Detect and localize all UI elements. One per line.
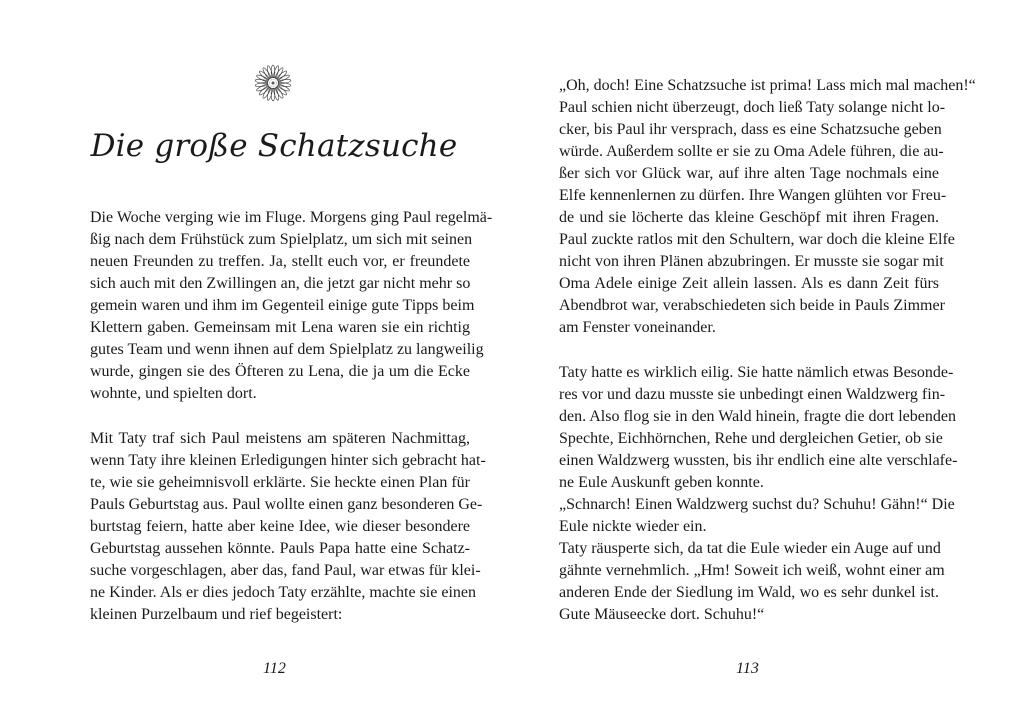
text-line: wurde, gingen sie des Öfteren zu Lena, die ja um die Ecke bbox=[90, 363, 470, 380]
flower-ornament-icon bbox=[253, 63, 293, 103]
text-line: suche vorgeschlagen, aber das, fand Paul, war etwas für klei- bbox=[90, 562, 481, 579]
text-line: Abendbrot war, verabschiedeten sich beide in Pauls Zimmer bbox=[559, 297, 945, 314]
page-number-left: 112 bbox=[263, 660, 286, 677]
text-line: sich auch mit den Zwillingen an, die jetzt gar nicht mehr so bbox=[90, 275, 471, 292]
text-line: „Oh, doch! Eine Schatzsuche ist prima! Lass mich mal machen!“ bbox=[559, 77, 976, 94]
text-line: Geburtstag aussehen könnte. Pauls Papa hatte eine Schatz- bbox=[90, 540, 470, 557]
text-line: den. Also flog sie in den Wald hinein, fragte die dort lebenden bbox=[559, 408, 956, 425]
text-line: cker, bis Paul ihr versprach, dass es eine Schatzsuche geben bbox=[559, 121, 942, 138]
text-line: nicht von ihren Plänen abzubringen. Er musste sie sogar mit bbox=[559, 253, 944, 270]
text-line: Paul schien nicht überzeugt, doch ließ Taty solange nicht lo- bbox=[559, 99, 946, 116]
text-line: Die Woche verging wie im Fluge. Morgens ging Paul regelmä- bbox=[90, 209, 493, 226]
text-line: Spechte, Eichhörnchen, Rehe und dergleichen Getier, ob sie bbox=[559, 430, 943, 447]
page-number-right: 113 bbox=[736, 660, 759, 677]
text-line: Pauls Geburtstag aus. Paul wollte einen ganz besonderen Ge- bbox=[90, 496, 483, 513]
text-line: Gute Mäuseecke dort. Schuhu!“ bbox=[559, 606, 765, 623]
text-line: neuen Freunden zu treffen. Ja, stellt euch vor, er freundete bbox=[90, 253, 470, 270]
flower-petal bbox=[277, 82, 291, 88]
text-line: „Schnarch! Einen Waldzwerg suchst du? Schuhu! Gähn!“ Die bbox=[559, 496, 955, 513]
text-line: kleinen Purzelbaum und rief begeistert: bbox=[90, 606, 343, 623]
text-line: Oma Adele einige Zeit allein lassen. Als es dann Zeit fürs bbox=[559, 275, 939, 292]
flower-petal bbox=[255, 79, 269, 85]
text-line: am Fenster voneinander. bbox=[559, 319, 716, 336]
text-line: wenn Taty ihre kleinen Erledigungen hinter sich gebracht hat- bbox=[90, 452, 486, 469]
chapter-title: Die große Schatzsuche bbox=[90, 128, 458, 164]
text-line: ßig nach dem Frühstück zum Spielplatz, um sich mit seinen bbox=[90, 231, 473, 248]
text-line: burtstag feiern, hatte aber keine Idee, wie dieser besondere bbox=[90, 518, 470, 535]
text-line: würde. Außerdem sollte er sie zu Oma Adele führen, die au- bbox=[559, 143, 944, 160]
text-line: gemein waren und ihm im Gegenteil einige gute Tipps beim bbox=[90, 297, 475, 314]
flower-petal bbox=[255, 82, 269, 88]
text-line: wohnte, und spielten dort. bbox=[90, 385, 257, 402]
text-line: gutes Team und wenn ihnen auf dem Spielplatz zu langweilig bbox=[90, 341, 484, 358]
text-line: Taty räusperte sich, da tat die Eule wieder ein Auge auf und bbox=[559, 540, 941, 557]
text-line: Klettern gaben. Gemeinsam mit Lena waren sie ein richtig bbox=[90, 319, 470, 336]
text-line: Elfe kennenlernen zu dürfen. Ihre Wangen glühten vor Freu- bbox=[559, 187, 947, 204]
text-line: ne Eule Auskunft geben konnte. bbox=[559, 474, 764, 491]
text-line: Taty hatte es wirklich eilig. Sie hatte nämlich etwas Besonde- bbox=[559, 364, 954, 381]
text-line: res vor und dazu musste sie unbedingt einen Waldzwerg fin- bbox=[559, 386, 946, 403]
text-line: einen Waldzwerg wussten, bis ihr endlich eine alte verschlafe- bbox=[559, 452, 958, 469]
text-line: anderen Ende der Siedlung im Wald, wo es sehr dunkel ist. bbox=[559, 584, 939, 601]
text-line: te, wie sie geheimnisvoll erklärte. Sie heckte einen Plan für bbox=[90, 474, 470, 491]
text-line: ßer sich vor Glück war, auf ihre alten Tage nochmals eine bbox=[559, 165, 939, 182]
text-line: gähnte vernehmlich. „Hm! Soweit ich weiß, wohnt einer am bbox=[559, 562, 945, 579]
text-line: de und sie löcherte das kleine Geschöpf mit ihren Fragen. bbox=[559, 209, 939, 226]
text-line: Paul zuckte ratlos mit den Schultern, war doch die kleine Elfe bbox=[559, 231, 955, 248]
flower-petal bbox=[277, 79, 291, 85]
text-line: Mit Taty traf sich Paul meistens am späteren Nachmittag, bbox=[90, 430, 470, 447]
text-line: ne Kinder. Als er dies jedoch Taty erzählte, machte sie einen bbox=[90, 584, 476, 601]
text-line: Eule nickte wieder ein. bbox=[559, 518, 707, 535]
